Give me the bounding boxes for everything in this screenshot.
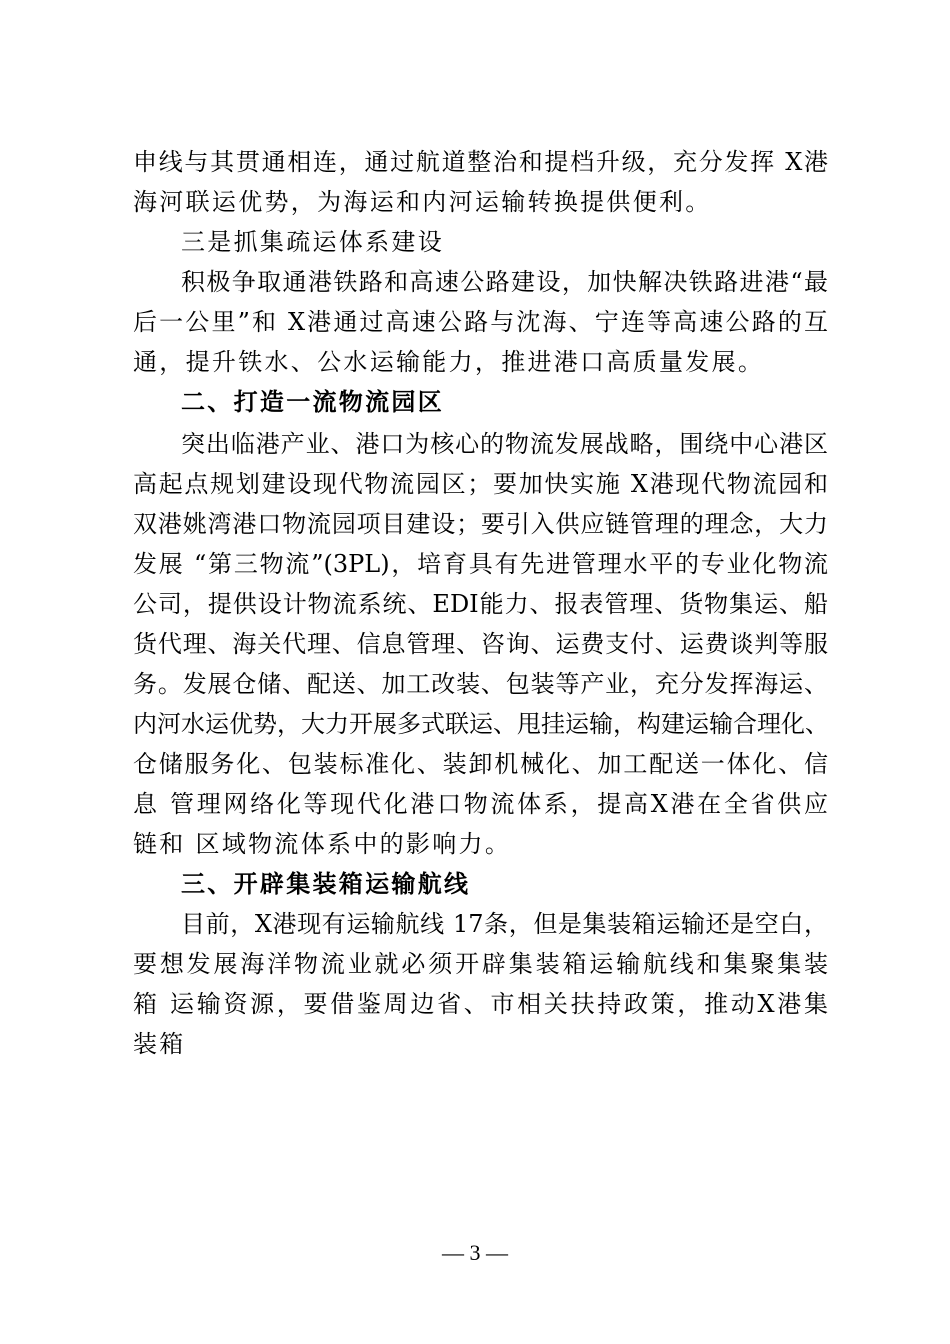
body-line: 申线与其贯通相连，通过航道整治和提档升级，充分发挥 X港 [133, 148, 828, 176]
body-line: 通，提升铁水、公水运输能力，推进港口高质量发展。 [133, 348, 765, 376]
body-line: 箱 运输资源，要借鉴周边省、市相关扶持政策，推动X港集 [133, 990, 828, 1018]
section-heading: 二、打造一流物流园区 [181, 387, 444, 416]
body-line: 后一公里”和 X港通过高速公路与沈海、宁连等高速公路的互 [133, 308, 828, 336]
paragraph-first-line: 目前，X港现有运输航线 17条，但是集装箱运输还是空白， [181, 910, 828, 938]
body-line: 公司，提供设计物流系统、EDI能力、报表管理、货物集运、船 [133, 590, 828, 618]
body-line: 双港姚湾港口物流园项目建设；要引入供应链管理的理念，大力 [133, 510, 828, 538]
paragraph-first-line: 突出临港产业、港口为核心的物流发展战略，围绕中心港区 [181, 430, 828, 458]
body-line: 链和 区域物流体系中的影响力。 [133, 830, 512, 858]
page-number: — 3 — [442, 1240, 508, 1265]
body-line: 仓储服务化、包装标准化、装卸机械化、加工配送一体化、信 [133, 750, 828, 778]
body-line: 息 管理网络化等现代化港口物流体系，提高X港在全省供应 [133, 790, 828, 818]
body-line: 要想发展海洋物流业就必须开辟集装箱运输航线和集聚集装 [133, 950, 828, 978]
paragraph-first-line: 积极争取通港铁路和高速公路建设，加快解决铁路进港“最 [181, 268, 828, 296]
body-line: 海河联运优势，为海运和内河运输转换提供便利。 [133, 188, 712, 216]
section-heading: 三、开辟集装箱运输航线 [181, 869, 471, 898]
body-line: 发展 “第三物流”(3PL)，培育具有先进管理水平的专业化物流 [133, 550, 828, 578]
body-line: 务。发展仓储、配送、加工改装、包装等产业，充分发挥海运、 [133, 670, 828, 698]
body-line: 内河水运优势，大力开展多式联运、甩挂运输，构建运输合理化、 [133, 710, 829, 738]
body-line: 货代理、海关代理、信息管理、咨询、运费支付、运费谈判等服 [133, 630, 828, 658]
body-line: 装箱 [133, 1030, 186, 1058]
subsection-heading: 三是抓集疏运体系建设 [181, 228, 444, 256]
body-line: 高起点规划建设现代物流园区；要加快实施 X港现代物流园和 [133, 470, 828, 498]
